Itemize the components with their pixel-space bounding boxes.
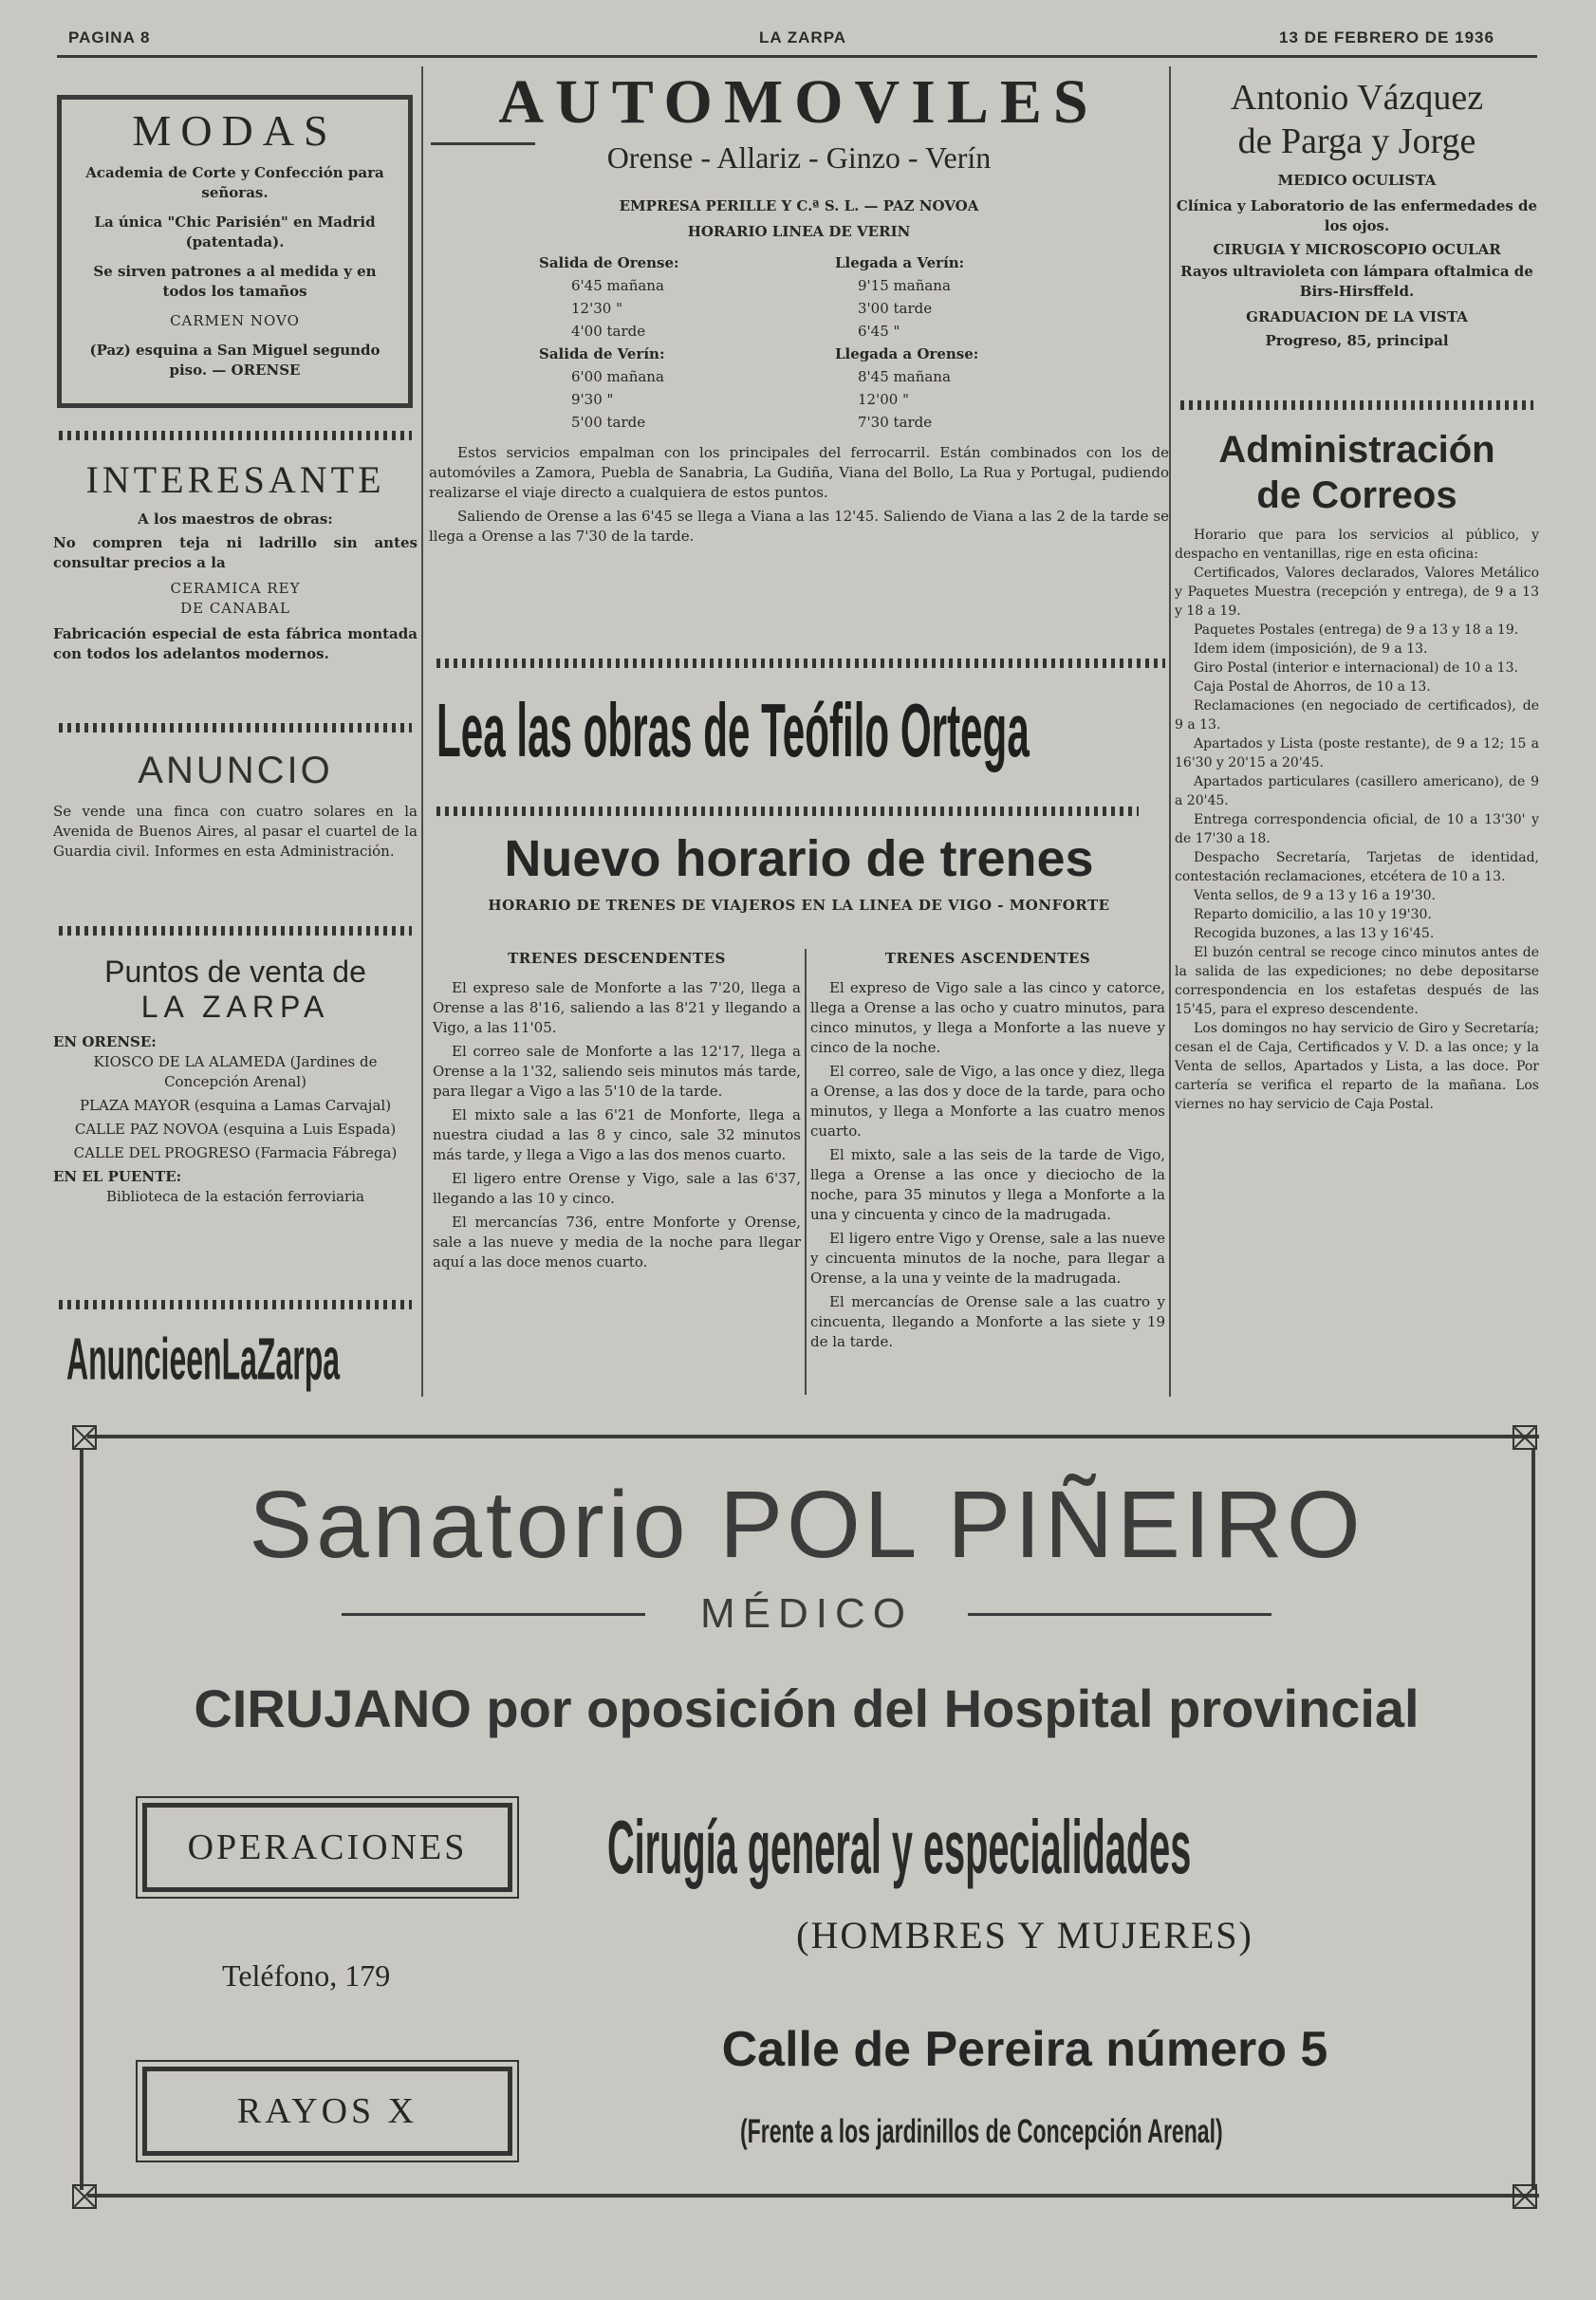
autos-row bbox=[533, 365, 984, 388]
rayos-box bbox=[142, 2067, 512, 2156]
asc-title: TRENES ASCENDENTES bbox=[884, 950, 1091, 967]
lea-obras-ad: Lea las obras de Teófilo Ortega bbox=[436, 688, 1030, 773]
trenes-column-rule bbox=[805, 949, 807, 1395]
autos-row bbox=[533, 411, 984, 434]
autos-col-header: Salida de Verín: bbox=[539, 345, 665, 362]
correos-item: Apartados y Lista (poste restante), de 9 a 12; 15 a 16'30 y 20'15 a 20'45. bbox=[1175, 736, 1539, 770]
anuncio-ad bbox=[53, 750, 418, 862]
modas-title: MODAS bbox=[132, 106, 338, 155]
autos-cell: 6'45 " bbox=[858, 323, 900, 340]
puntos-line-5: CALLE DEL PROGRESO (Farmacia Fábrega) bbox=[73, 1144, 398, 1161]
oculista-title: MEDICO OCULISTA bbox=[1277, 172, 1437, 189]
anuncio-text: Se vende una finca con cuatro solares en la Avenida de Buenos Aires, al pasar el cuartel de la Guardia civil. Informes en esta Administración. bbox=[53, 803, 418, 860]
column-rule-right bbox=[1169, 66, 1171, 1397]
asc-item: El expreso de Vigo sale a las cinco y catorce, llega a Orense a las ocho y cuatro minutos, para cinco minutos, y llega a Monforte a las nueve y cinco de la noche. bbox=[810, 979, 1165, 1056]
correos-item: Despacho Secretaría, Tarjetas de identidad, contestación reclamaciones, etcétera de 10 a 13. bbox=[1175, 850, 1539, 884]
modas-line-2: La única "Chic Parisién" en Madrid (patentada). bbox=[94, 213, 376, 250]
ad-border-left bbox=[80, 1450, 84, 2190]
trenes-descendentes bbox=[433, 949, 801, 1272]
ad-border-top bbox=[87, 1435, 1539, 1438]
correos-title-1: Administración bbox=[1218, 429, 1495, 471]
correos-item: Reparto domicilio, a las 10 y 19'30. bbox=[1194, 907, 1432, 922]
puntos-title-1: Puntos de venta de bbox=[104, 955, 366, 989]
operaciones-label: OPERACIONES bbox=[187, 1827, 468, 1867]
autos-cell: 6'00 mañana bbox=[571, 368, 664, 385]
puntos-line-6: EN EL PUENTE: bbox=[53, 1168, 182, 1185]
autos-row bbox=[533, 320, 984, 343]
oculista-name-2: de Parga y Jorge bbox=[1237, 121, 1476, 161]
correos-list bbox=[1175, 526, 1539, 1114]
autos-cell: 9'15 mañana bbox=[858, 277, 951, 294]
operaciones-box bbox=[142, 1803, 512, 1892]
autos-row bbox=[533, 297, 984, 320]
oculista-name-1: Antonio Vázquez bbox=[1230, 78, 1484, 118]
desc-item: El expreso sale de Monforte a las 7'20, llega a Orense a las 8'16, saliendo a las 8'21 y llegando a Vigo, a las 11'05. bbox=[433, 979, 801, 1036]
automoviles-subtitle: HORARIO LINEA DE VERIN bbox=[687, 223, 911, 240]
interesante-line-2: No compren teja ni ladrillo sin antes consultar precios a la bbox=[53, 534, 418, 571]
puntos-line-7: Biblioteca de la estación ferroviaria bbox=[106, 1188, 364, 1205]
divider-dots bbox=[59, 431, 412, 440]
autos-header-row bbox=[533, 251, 984, 274]
divider-dots bbox=[436, 658, 1165, 668]
autos-schedule bbox=[533, 251, 984, 434]
modas-box bbox=[57, 95, 413, 408]
autos-row bbox=[533, 388, 984, 411]
anuncie-slogan: AnuncieenLaZarpa bbox=[66, 1326, 341, 1393]
divider-dots bbox=[1180, 400, 1533, 410]
accent-rule bbox=[431, 142, 535, 145]
desc-item: El mixto sale a las 6'21 de Monforte, llega a nuestra ciudad a las 8 y cinco, sale 32 minutos más tarde, y llega a Vigo a las dos menos cuarto. bbox=[433, 1106, 801, 1163]
interesante-line-1: A los maestros de obras: bbox=[138, 510, 333, 528]
medico-rule-left bbox=[342, 1613, 645, 1616]
oculista-line: Progreso, 85, principal bbox=[1265, 332, 1449, 349]
page-number: PAGINA 8 bbox=[68, 28, 151, 46]
autos-cell: 6'45 mañana bbox=[571, 277, 664, 294]
desc-item: El ligero entre Orense y Vigo, sale a las 6'37, llegando a las 10 y cinco. bbox=[433, 1170, 801, 1207]
divider-dots bbox=[436, 807, 1139, 816]
medico-rule-right bbox=[968, 1613, 1271, 1616]
divider-dots bbox=[59, 1300, 412, 1309]
oculista-line: Rayos ultravioleta con lámpara oftalmica de Birs-Hirsffeld. bbox=[1180, 263, 1533, 300]
interesante-line-3: CERAMICA REY bbox=[170, 580, 301, 597]
rayos-label: RAYOS X bbox=[236, 2091, 418, 2131]
oculista-line: CIRUGIA Y MICROSCOPIO OCULAR bbox=[1213, 241, 1501, 258]
modas-line-5: (Paz) esquina a San Miguel segundo piso. — ORENSE bbox=[89, 342, 380, 379]
autos-cell: 12'30 " bbox=[571, 300, 622, 317]
desc-item: El correo sale de Monforte a las 12'17, llega a Orense a la 1'32, saliendo seis minutos más tarde, para llegar a Vigo a las 5'10 de la tarde. bbox=[433, 1043, 801, 1100]
interesante-line-5: Fabricación especial de esta fábrica montada con todos los adelantos modernos. bbox=[53, 625, 418, 662]
header-rule bbox=[57, 55, 1537, 58]
autos-cell: 3'00 tarde bbox=[858, 300, 933, 317]
frente-note: (Frente a los jardinillos de Concepción Arenal) bbox=[740, 2112, 1223, 2150]
asc-item: El mercancías de Orense sale a las cuatro y cincuenta, llegando a Monforte a las siete y 19 de la tarde. bbox=[810, 1293, 1165, 1350]
interesante-title: INTERESANTE bbox=[85, 458, 385, 501]
puntos-venta bbox=[53, 955, 418, 1207]
corner-ornament-icon bbox=[72, 2184, 97, 2209]
autos-cell: 8'45 mañana bbox=[858, 368, 951, 385]
desc-item: El mercancías 736, entre Monforte y Orense, sale a las nueve y media de la noche para llegar aquí a las doce menos cuarto. bbox=[433, 1214, 801, 1271]
divider-dots bbox=[59, 723, 412, 733]
modas-line-3: Se sirven patrones a al medida y en todos los tamaños bbox=[93, 263, 377, 300]
cirujano-line: CIRUJANO por oposición del Hospital provincial bbox=[194, 1679, 1420, 1738]
sanatorio-title: Sanatorio POL PIÑEIRO bbox=[249, 1472, 1364, 1578]
medico-label: MÉDICO bbox=[700, 1590, 913, 1637]
autos-col-header: Llegada a Orense: bbox=[835, 345, 979, 362]
correos-item: Entrega correspondencia oficial, de 10 a 13'30' y de 17'30 a 18. bbox=[1175, 812, 1539, 846]
autos-cell: 9'30 " bbox=[571, 391, 614, 408]
modas-line-4: CARMEN NOVO bbox=[170, 312, 300, 329]
autos-header-row bbox=[533, 343, 984, 365]
ad-border-bottom bbox=[87, 2194, 1539, 2198]
corner-ornament-icon bbox=[1512, 1425, 1537, 1450]
issue-date: 13 DE FEBRERO DE 1936 bbox=[1279, 28, 1494, 46]
autos-cell: 5'00 tarde bbox=[571, 414, 646, 431]
correos-item: Horario que para los servicios al público, y despacho en ventanillas, rige en esta oficina: bbox=[1175, 528, 1539, 562]
interesante-line-4: DE CANABAL bbox=[180, 600, 290, 617]
corner-ornament-icon bbox=[72, 1425, 97, 1450]
puntos-line-4: CALLE PAZ NOVOA (esquina a Luis Espada) bbox=[74, 1121, 397, 1138]
corner-ornament-icon bbox=[1512, 2184, 1537, 2209]
telefono: Teléfono, 179 bbox=[222, 1958, 391, 1993]
autos-col-header: Llegada a Verín: bbox=[835, 254, 965, 271]
puntos-line-3: PLAZA MAYOR (esquina a Lamas Carvajal) bbox=[79, 1097, 392, 1114]
automoviles-title: AUTOMOVILES bbox=[498, 67, 1100, 137]
autos-note-1: Estos servicios empalman con los principales del ferrocarril. Están combinados con los de automóviles a Zamora, Puebla de Sanabria, La Gudiña, Viana del Bollo, La Rua y Portugal, pudiendo realizarse el viaje directo a cualquiera de estos puntos. bbox=[429, 444, 1169, 501]
correos-section bbox=[1175, 427, 1539, 1114]
correos-item: Giro Postal (interior e internacional) de 10 a 13. bbox=[1194, 660, 1518, 676]
puntos-line-2: KIOSCO DE LA ALAMEDA (Jardines de Concepción Arenal) bbox=[93, 1053, 378, 1090]
trenes-title: Nuevo horario de trenes bbox=[504, 830, 1094, 887]
hombres-mujeres: (HOMBRES Y MUJERES) bbox=[796, 1914, 1253, 1957]
trenes-ascendentes bbox=[810, 949, 1165, 1352]
column-rule-left bbox=[421, 66, 423, 1397]
correos-item: Venta sellos, de 9 a 13 y 16 a 19'30. bbox=[1194, 888, 1436, 903]
asc-item: El correo, sale de Vigo, a las once y diez, llega a Orense, a las dos y doce de la tarde, para ocho minutos, y llega a Monforte a las cuatro menos cuarto. bbox=[810, 1063, 1165, 1140]
asc-item: El ligero entre Vigo y Orense, sale a las nueve y cincuenta minutos de la noche, para llegar a Orense, a la una y veinte de la madrugada. bbox=[810, 1230, 1165, 1287]
ad-border-right bbox=[1531, 1450, 1535, 2190]
correos-item: Apartados particulares (casillero americano), de 9 a 20'45. bbox=[1175, 774, 1539, 808]
autos-cell: 4'00 tarde bbox=[571, 323, 646, 340]
newspaper-title: LA ZARPA bbox=[759, 28, 847, 46]
correos-item: El buzón central se recoge cinco minutos antes de la salida de las expediciones; no debe depositarse correspondencia en los estafetas después de las 15'45, para el expreso descendente. bbox=[1175, 945, 1539, 1017]
cirugia-line: Cirugía general y especialidades bbox=[607, 1804, 1192, 1890]
correos-item: Los domingos no hay servicio de Giro y Secretaría; cesan el de Caja, Certificados y V. D. a las once; y la Venta de sellos, Apartados y Lista, a las doce. Por cartería se verifica el reparto de la mañana. Los viernes no hay servicio de Caja Postal. bbox=[1175, 1021, 1539, 1112]
puntos-line-1: EN ORENSE: bbox=[53, 1033, 157, 1050]
correos-item: Reclamaciones (en negociado de certificados), de 9 a 13. bbox=[1175, 698, 1539, 733]
asc-item: El mixto, sale a las seis de la tarde de Vigo, llega a Orense a las once y dieciocho de la noche, para 35 minutos y llega a Monforte a la una y cincuenta y cinco de la madrugada. bbox=[810, 1146, 1165, 1223]
automoviles-ad bbox=[429, 66, 1169, 547]
correos-title-2: de Correos bbox=[1256, 474, 1457, 516]
interesante-ad bbox=[53, 457, 418, 664]
desc-title: TRENES DESCENDENTES bbox=[508, 950, 726, 967]
trenes-subtitle: HORARIO DE TRENES DE VIAJEROS EN LA LINEA DE VIGO - MONFORTE bbox=[488, 897, 1110, 914]
automoviles-company: EMPRESA PERILLE Y C.ª S. L. — PAZ NOVOA bbox=[619, 197, 979, 214]
correos-item: Recogida buzones, a las 13 y 16'45. bbox=[1194, 926, 1435, 941]
correos-item: Caja Postal de Ahorros, de 10 a 13. bbox=[1194, 679, 1431, 695]
oculista-line: GRADUACION DE LA VISTA bbox=[1246, 308, 1468, 325]
modas-line-1: Academia de Corte y Confección para señoras. bbox=[85, 164, 384, 201]
automoviles-route: Orense - Allariz - Ginzo - Verín bbox=[606, 140, 992, 175]
correos-item: Idem idem (imposición), de 9 a 13. bbox=[1194, 641, 1428, 657]
calle-address: Calle de Pereira número 5 bbox=[721, 2022, 1328, 2077]
autos-cell: 12'00 " bbox=[858, 391, 909, 408]
divider-dots bbox=[59, 926, 412, 936]
anuncio-title: ANUNCIO bbox=[138, 750, 333, 791]
trenes-section bbox=[429, 829, 1169, 916]
autos-row bbox=[533, 274, 984, 297]
correos-item: Paquetes Postales (entrega) de 9 a 13 y 18 a 19. bbox=[1194, 622, 1519, 638]
oculista-line: Clínica y Laboratorio de las enfermedades de los ojos. bbox=[1176, 197, 1538, 234]
autos-cell: 7'30 tarde bbox=[858, 414, 933, 431]
autos-note-2: Saliendo de Orense a las 6'45 se llega a Viana a las 12'45. Saliendo de Viana a las 2 de la tarde se llega a Orense a las 7'30 de la tarde. bbox=[429, 508, 1169, 545]
correos-item: Certificados, Valores declarados, Valores Metálico y Paquetes Muestra (recepción y entrega), de 9 a 13 y 18 a 19. bbox=[1175, 566, 1539, 619]
oculista-ad bbox=[1175, 76, 1539, 351]
autos-col-header: Salida de Orense: bbox=[539, 254, 679, 271]
puntos-title-2: LA ZARPA bbox=[140, 990, 330, 1024]
